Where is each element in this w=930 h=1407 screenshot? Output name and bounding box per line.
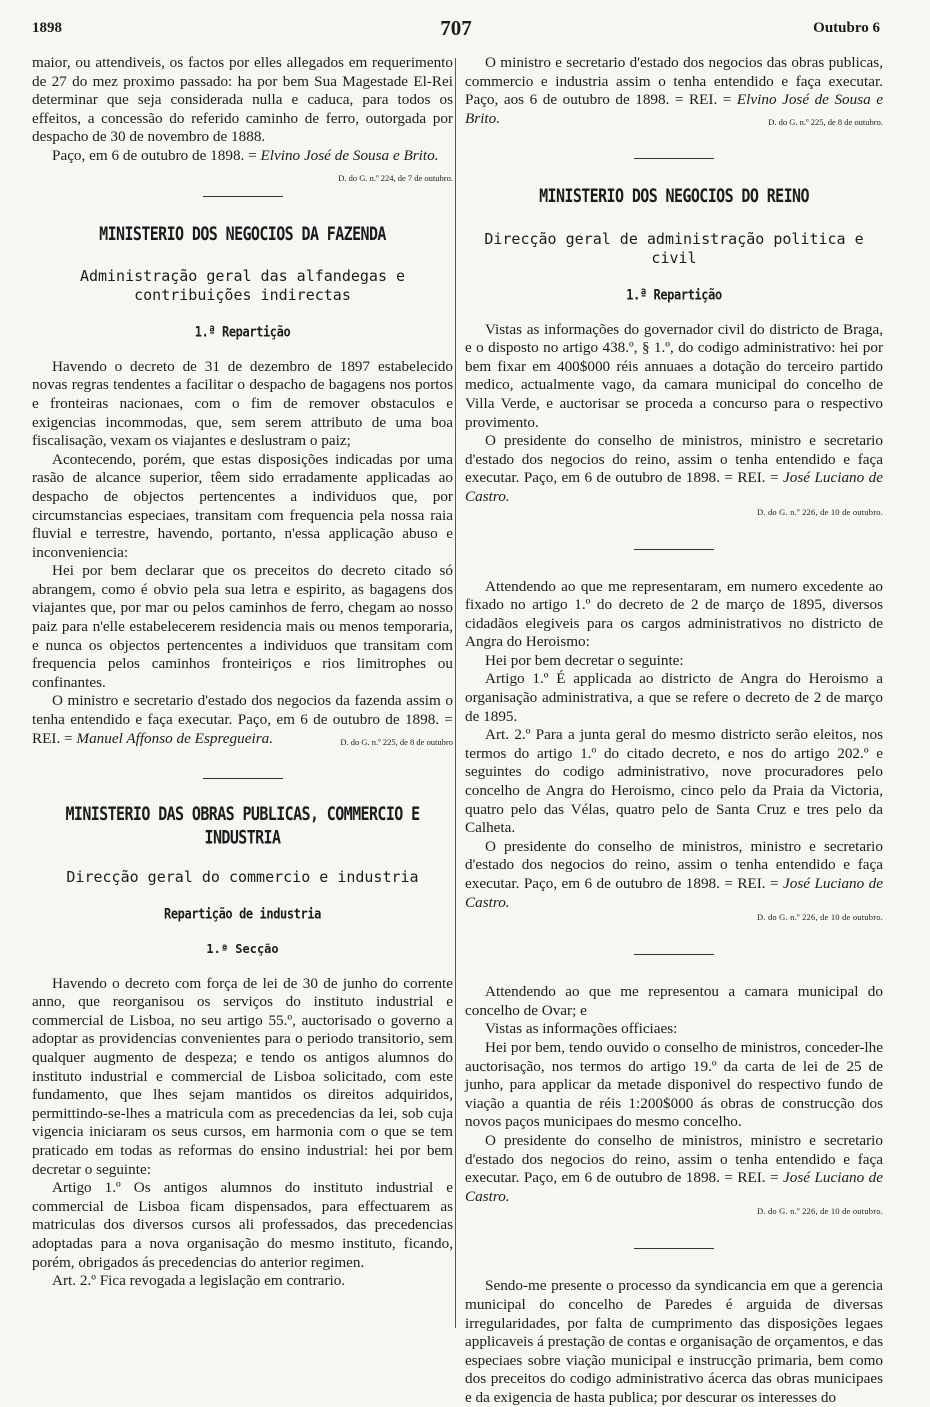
paragraph bbox=[32, 692, 453, 748]
signature: Manuel Affonso de Espregueira. bbox=[76, 729, 273, 747]
column-divider bbox=[455, 58, 456, 1328]
repartition-heading-fazenda: 1.ª Repartição bbox=[194, 323, 291, 341]
intro-paragraph: maior, ou attendiveis, os factos por elles allegados em requerimento de 27 do mez proximo passado: ha por bem Sua Magestade El-Rei determinar que seja considerada nulla e caduca, para todos os effeitos, a concessão do referido caminho de ferro, outorgada por despacho de 30 de novembro de 1888. bbox=[32, 54, 453, 146]
signature: José Luciano de Castro. bbox=[465, 469, 883, 505]
section-separator bbox=[634, 954, 714, 955]
section-separator bbox=[634, 1248, 714, 1249]
paragraph-text: O presidente do conselho de ministros, ministro e secretario d'estado dos negocios do reino, assim o tenha entendido e faça executar. Paço, em 6 de outubro de 1898. = REI. = bbox=[465, 1131, 883, 1187]
repartition-heading-reino: 1.ª Repartição bbox=[626, 286, 722, 304]
signature: Elvino José de Sousa e Brito. bbox=[260, 146, 439, 164]
right-column bbox=[465, 54, 883, 1407]
ministry-heading-obras: MINISTERIO DAS OBRAS PUBLICAS, COMMERCIO E INDUSTRIA bbox=[65, 802, 420, 849]
signature: José Luciano de Castro. bbox=[465, 1169, 883, 1205]
paragraph: Hei por bem, tendo ouvido o conselho de ministros, conceder-lhe auctorisação, nos termos do artigo 19.º da carta de lei de 25 de junho, para applicar da metade disponivel do respectivo fundo de viação a quantia de réis 1:200$000 ás obras de construcção dos novos paços municipaes do mesmo concelho. bbox=[465, 1038, 883, 1131]
paragraph bbox=[465, 54, 883, 128]
paragraph: Hei por bem decretar o seguinte: bbox=[485, 651, 684, 669]
source-citation: D. do G. n.º 225, de 8 de outubro bbox=[340, 736, 453, 747]
paragraph: Vistas as informações officiaes: bbox=[485, 1020, 678, 1038]
paragraph bbox=[465, 1132, 883, 1206]
direction-heading-obras: Direcção geral do commercio e industria bbox=[66, 868, 419, 887]
source-citation: D. do G. n.º 226, de 10 de outubro. bbox=[756, 1206, 883, 1217]
header-year: 1898 bbox=[32, 20, 62, 36]
decree-date-paragraph bbox=[32, 146, 453, 183]
signature: Elvino José de Sousa e Brito. bbox=[465, 91, 884, 127]
header-date: Outubro 6 bbox=[813, 20, 880, 36]
paragraph: Attendendo ao que me representaram, em numero excedente ao fixado no artigo 1.º do decreto de 2 de março de 1895, diversos cidadãos elegiveis para os cargos administrativos no districto de Angra do Heroismo: bbox=[465, 577, 883, 651]
paragraph: Art. 2.º Fica revogada a legislação em contrario. bbox=[52, 1272, 346, 1290]
left-column bbox=[32, 54, 453, 1291]
paragraph bbox=[465, 432, 883, 506]
section-separator bbox=[634, 549, 714, 550]
paragraph: Artigo 1.º É applicada ao districto de Angra do Heroismo a organisação administrativa, a que se refere o decreto de 2 de março de 1895. bbox=[465, 670, 883, 725]
ministry-heading-fazenda: MINISTERIO DOS NEGOCIOS DA FAZENDA bbox=[99, 222, 386, 245]
direction-heading-reino: Direcção geral de administração politica e civil bbox=[484, 229, 864, 267]
source-citation: D. do G. n.º 226, de 10 de outubro. bbox=[756, 912, 883, 923]
paragraph: Attendendo ao que me representou a camara municipal do concelho de Ovar; e bbox=[465, 983, 883, 1019]
paragraph: Vistas as informações do governador civil do districto de Braga, e o disposto no artigo 438.º, § 1.º, do codigo administrativo: hei por bem fixar em 400$000 réis annuaes a dotação do terceiro partido medico, actualmente vago, da camara municipal do concelho de Villa Verde, e auctorisar se proceda a concurso para o respectivo provimento. bbox=[465, 320, 883, 431]
decree-date-text: Paço, em 6 de outubro de 1898. = bbox=[52, 146, 261, 164]
paragraph: Hei por bem declarar que os preceitos do decreto citado só abrangem, como é obvio pela sua letra e espirito, as bagagens dos viajantes que, por mar ou pelos caminhos de ferro, chegam ao nosso paiz para n'elle estabelecerem residencia mais ou menos temporaria, e nunca os objectos pertencentes a individuos que transitam com frequencia pelos caminhos fronteiriços e rios limitrophes ou confinantes. bbox=[32, 562, 453, 691]
section-separator bbox=[203, 778, 283, 779]
direction-heading-fazenda: Administração geral das alfandegas e contribuições indirectas bbox=[79, 267, 406, 305]
section-heading-obras: 1.ª Secção bbox=[206, 942, 279, 956]
source-citation: D. do G. n.º 224, de 7 de outubro. bbox=[338, 172, 453, 183]
paragraph: Sendo-me presente o processo da syndicancia em que a gerencia municipal do concelho de Paredes é arguida de diversas irregularidades, por falta de cumprimento das disposições legaes applicaveis á prestação de contas e organisação de orçamentos, e das especiaes sobre viação municipal e instrucção primaria, bem como dos preceitos do codigo administrativo ácerca das obras municipaes e da exigencia de hasta publica; por descurar os interesses do bbox=[465, 1277, 883, 1406]
paragraph-text: O ministro e secretario d'estado dos negocios da fazenda assim o tenha entendido e faça executar. Paço, em 6 de outubro de 1898. = REI. = bbox=[32, 692, 453, 747]
ministry-heading-reino: MINISTERIO DOS NEGOCIOS DO REINO bbox=[539, 185, 809, 208]
paragraph: Acontecendo, porém, que estas disposições indicadas por uma rasão de alcance superior, têem sido erradamente applicadas ao despacho de objectos pertencentes a individuos que, por circumstancias especiaes, transitam com frequencia pela nossa raia fluvial e terrestre, havendo, portanto, n'essa applicação abuso e inconveniencia: bbox=[32, 450, 453, 561]
section-separator bbox=[203, 196, 283, 197]
paragraph: Havendo o decreto com força de lei de 30 de junho do corrente anno, que reorganisou os serviços do instituto industrial e commercial de Lisboa, no seu artigo 55.º, auctorisado o governo a adoptar as providencias convenientes para o periodo transitorio, sem qualquer augmento de despeza; e tendo os antigos alumnos do instituto industrial e commercial de Lisboa solicitado, com este fundamento, que lhes sejam mantidos os direitos adquiridos, permittindo-se-lhes a matricula com as precedencias da lei, sob cuja vigencia iniciaram os seus cursos, em harmonia com o que se tem praticado em todas as reformas do ensino industrial: hei por bem decretar o seguinte: bbox=[32, 974, 453, 1178]
signature: José Luciano de Castro. bbox=[465, 875, 883, 911]
paragraph: Havendo o decreto de 31 de dezembro de 1897 estabelecido novas regras tendentes a facilitar o despacho de bagagens nos portos e fronteiras nacionaes, com o fim de remover obstaculos e exigencias incommodas, que, sem serem attributo de uma boa fiscalisação, vexam os viajantes e deslustram o paiz; bbox=[32, 357, 453, 450]
source-citation: D. do G. n.º 226, de 10 de outubro. bbox=[756, 506, 883, 517]
paragraph: Artigo 1.º Os antigos alumnos do instituto industrial e commercial de Lisboa ficam dispensados, para effectuarem as matriculas dos diversos cursos ali professados, das precedencias adoptadas para a nova organisação do mesmo instituto, ficando, porém, obrigados ás precedencias do anterior regimen. bbox=[32, 1179, 453, 1271]
paragraph bbox=[465, 838, 883, 912]
section-separator bbox=[634, 158, 714, 159]
paragraph-text: O ministro e secretario d'estado dos negocios das obras publicas, commercio e industria assim o tenha entendido e faça executar. Paço, aos 6 de outubro de 1898. = REI. = bbox=[465, 54, 883, 109]
repartition-heading-obras: Repartição de industria bbox=[164, 905, 321, 923]
page-number: 707 bbox=[440, 16, 472, 40]
paragraph-text: O presidente do conselho de ministros, ministro e secretario d'estado dos negocios do reino, assim o tenha entendido e faça executar. Paço, em 6 de outubro de 1898. = REI. = bbox=[465, 837, 883, 892]
paragraph: Art. 2.º Para a junta geral do mesmo districto serão eleitos, nos termos do artigo 1.º do citado decreto, e nos do artigo 202.º e seguintes do codigo administrativo, nove procuradores pelo concelho de Angra do Heroismo, cinco pelo da Praia da Victoria, quatro pelo das Vélas, quatro pelo de Santa Cruz e tres pelo da Calheta. bbox=[465, 726, 883, 837]
paragraph-text: O presidente do conselho de ministros, ministro e secretario d'estado dos negocios do reino, assim o tenha entendido e faça executar. Paço, em 6 de outubro de 1898. = REI. = bbox=[465, 432, 883, 487]
source-citation: D. do G. n.º 225, de 8 de outubro. bbox=[768, 116, 883, 127]
page-header bbox=[32, 16, 880, 44]
